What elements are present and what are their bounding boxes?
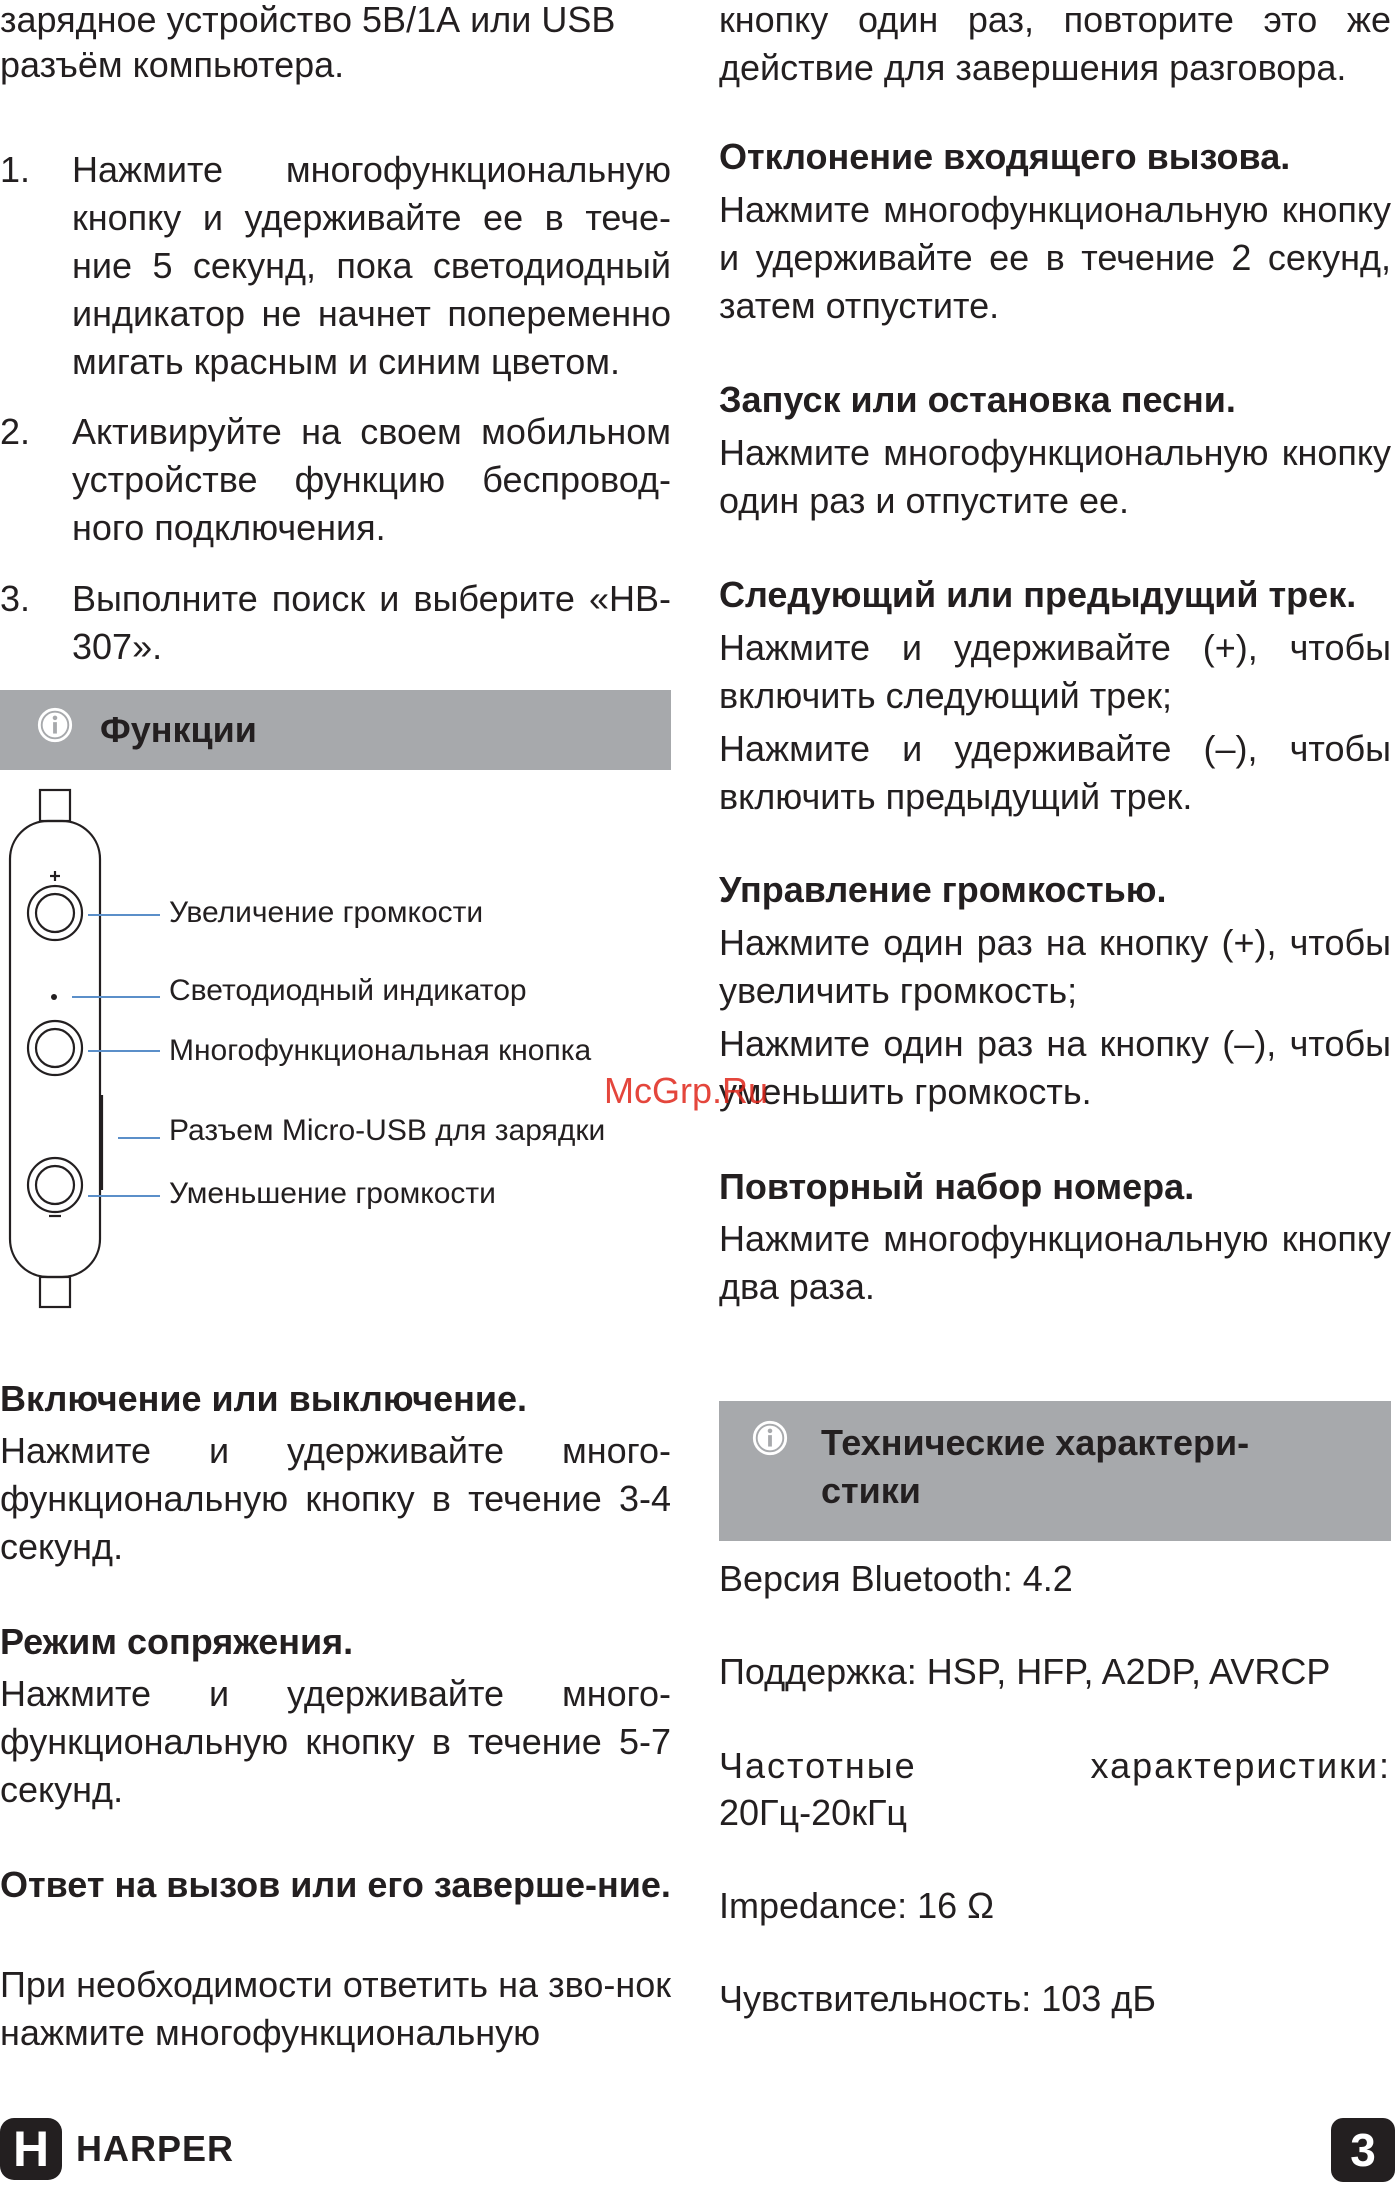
pairing-body: Нажмите и удерживайте много-функциональную кнопку в течение 5-7 секунд. [0, 1673, 671, 1810]
play-heading: Запуск или остановка песни. [719, 379, 1236, 420]
logo-badge [0, 2118, 62, 2180]
spec-frequency-value: 20Гц-20кГц [719, 1792, 908, 1833]
track-body-prev: Нажмите и удерживайте (–), чтобы включить предыдущий трек. [719, 728, 1391, 817]
info-icon [36, 706, 74, 744]
intro-line-2: разъём компьютера. [0, 44, 345, 85]
step-3 [0, 575, 671, 671]
step-text: Активируйте на своем мобильном устройстве функцию беспровод-ного подключения. [72, 411, 671, 548]
step-1 [0, 146, 671, 386]
volume-heading: Управление громкостью. [719, 869, 1167, 910]
functions-band [0, 690, 671, 770]
label-volume-down: Уменьшение громкости [169, 1177, 496, 1210]
page-number: 3 [1331, 2118, 1395, 2182]
specs-title: Технические характери-стики [821, 1422, 1250, 1511]
redial-heading: Повторный набор номера. [719, 1166, 1195, 1207]
step-text: Выполните поиск и выберите «HB-307». [72, 578, 671, 667]
answer-body-cont: кнопку один раз, повторите это же действие для завершения разговора. [719, 0, 1391, 88]
step-number: 3. [0, 578, 31, 619]
reject-body: Нажмите многофункциональную кнопку и удерживайте ее в течение 2 секунд, затем отпустите. [719, 189, 1391, 326]
answer-body: При необходимости ответить на зво-нок нажмите многофункциональную [0, 1964, 671, 2053]
label-volume-up: Увеличение громкости [169, 896, 484, 929]
specs-band [719, 1401, 1391, 1541]
pairing-heading: Режим сопряжения. [0, 1621, 354, 1662]
step-2 [0, 408, 671, 552]
harper-logo [0, 2118, 234, 2180]
spec-impedance: Impedance: 16 Ω [719, 1885, 995, 1926]
spec-frequency-label: Частотные характеристики: [719, 1745, 1391, 1786]
label-micro-usb: Разъем Micro-USB для зарядки [169, 1114, 606, 1147]
track-heading: Следующий или предыдущий трек. [719, 574, 1357, 615]
logo-wordmark: HARPER [76, 2128, 235, 2169]
power-heading: Включение или выключение. [0, 1378, 528, 1419]
label-multifunction: Многофункциональная кнопка [169, 1034, 592, 1067]
volume-body-up: Нажмите один раз на кнопку (+), чтобы увеличить громкость; [719, 922, 1391, 1011]
volume-body-down: Нажмите один раз на кнопку (–), чтобы уменьшить громкость. [719, 1023, 1391, 1112]
reject-heading: Отклонение входящего вызова. [719, 136, 1291, 177]
spec-support: Поддержка: HSP, HFP, A2DP, AVRCP [719, 1651, 1331, 1692]
intro-line-1: зарядное устройство 5В/1А или USB [0, 0, 616, 40]
logo-letter: H [12, 2121, 50, 2177]
spec-bluetooth: Версия Bluetooth: 4.2 [719, 1558, 1073, 1599]
answer-heading: Ответ на вызов или его заверше-ние. [0, 1864, 671, 1905]
step-number: 2. [0, 411, 31, 452]
info-icon [751, 1419, 789, 1457]
functions-title: Функции [100, 709, 257, 750]
step-number: 1. [0, 149, 31, 190]
play-body: Нажмите многофункциональную кнопку один раз и отпустите ее. [719, 432, 1391, 521]
spec-sensitivity: Чувствительность: 103 дБ [719, 1978, 1156, 2019]
watermark: McGrp.Ru [604, 1070, 769, 1111]
redial-body: Нажмите многофункциональную кнопку два раза. [719, 1218, 1391, 1307]
step-text: Нажмите многофункциональную кнопку и удерживайте ее в тече-ние 5 секунд, пока светодиодный индикатор не начнет попеременно мигать красным и синим цветом. [72, 149, 671, 382]
label-led: Светодиодный индикатор [169, 974, 527, 1007]
track-body-next: Нажмите и удерживайте (+), чтобы включить следующий трек; [719, 627, 1391, 716]
power-body: Нажмите и удерживайте много-функциональную кнопку в течение 3-4 секунд. [0, 1430, 671, 1567]
remote-diagram [0, 785, 671, 1315]
